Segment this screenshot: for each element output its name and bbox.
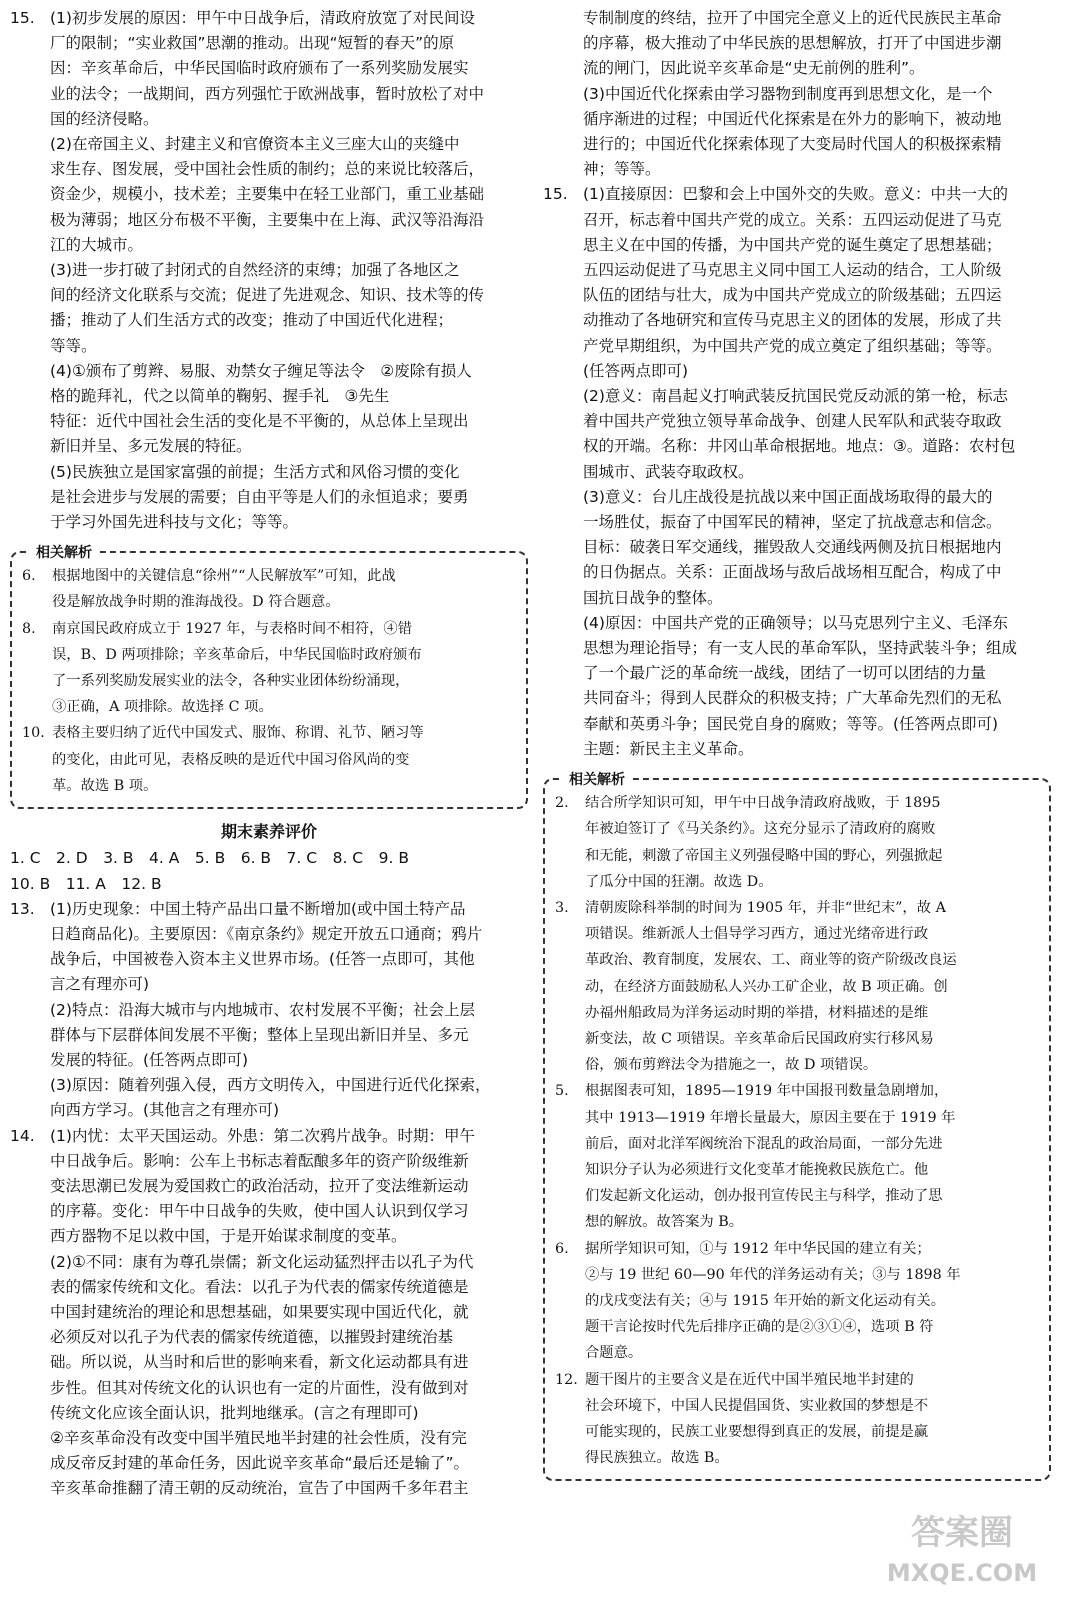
text-line: 业的法令；一战期间，西方列强忙于欧洲战事，暂时放松了对中 (50, 84, 485, 103)
explanation-entry (555, 1367, 1041, 1472)
paragraph (50, 1073, 528, 1123)
text-line: 题干言论按时代先后排序正确的是②③①④，选项 B 符 (585, 1319, 934, 1336)
text-line: 根据地图中的关键信息“徐州”“人民解放军”可知，此战 (52, 568, 396, 585)
paragraph (50, 460, 528, 536)
paragraph (50, 6, 528, 132)
watermark-text: 答案圈 (911, 1513, 1013, 1553)
text-line: 们发起新文化运动，创办报刊宣传民主与科学，推动了思 (585, 1188, 943, 1205)
text-line: 的序幕。变化：甲午中日战争的失败，使中国人认识到仅学习 (50, 1202, 469, 1221)
text-line: 步性。但其对传统文化的认识也有一定的片面性，没有做到对 (50, 1378, 469, 1397)
text-line: 辛亥革命推翻了清王朝的反动统治，宣告了中国两千多年君主 (50, 1479, 469, 1498)
text-line: 结合所学知识可知，甲午中日战争清政府战败，于 1895 (585, 795, 941, 812)
answer-item-14 (10, 1124, 528, 1502)
text-line: 求生存、图发展，受中国社会性质的制约；总的来说比较落后， (50, 160, 485, 179)
text-line: (3)原因：随着列强入侵，西方文明传入，中国进行近代化探索， (50, 1076, 491, 1095)
section-title: 期末素养评价 (220, 822, 317, 842)
box-title: 相关解析 (30, 540, 98, 566)
text-line: 间的经济文化联系与交流；促进了先进观念、知识、技术等的传 (50, 286, 485, 305)
text-line: (1)历史现象：中国土特产品出口量不断增加(或中国土特产品 (50, 899, 466, 918)
text-line: 战争后，中国被卷入资本主义世界市场。(任答一点即可，其他 (50, 950, 475, 969)
paragraph (583, 611, 1069, 762)
entry-number: 8. (22, 620, 36, 637)
explanation-entry (22, 563, 518, 615)
explanation-box (543, 772, 1051, 1481)
text-line: 中国封建统治的理论和思想基础，如果要实现中国近代化，就 (50, 1302, 469, 1321)
text-line: 新旧并呈、多元发展的特征。 (50, 437, 252, 456)
text-line: 动推动了各地研究和宣传马克思主义的团体的发展，形成了共 (583, 311, 1002, 330)
explanation-entry (555, 895, 1041, 1078)
text-line: 围城市、武装夺取政权。 (583, 462, 754, 481)
text-line: 题干图片的主要含义是在近代中国半殖民地半封建的 (585, 1371, 914, 1388)
paragraph (50, 359, 528, 409)
text-line: (1)内忧：太平天国运动。外患：第二次鸦片战争。时期：甲午 (50, 1126, 475, 1145)
text-line: (3)意义：台儿庄战役是抗战以来中国正面战场取得的最大的 (583, 487, 993, 506)
text-line: 主题：新民主主义革命。 (583, 739, 754, 758)
text-line: 合题意。 (585, 1345, 643, 1362)
text-line: 表的儒家传统和文化。看法：以孔子为代表的儒家传统道德是 (50, 1277, 469, 1296)
text-line: 据所学知识可知，①与 1912 年中华民国的建立有关； (585, 1240, 931, 1257)
answer-item-15 (10, 6, 528, 535)
box-title: 相关解析 (563, 767, 631, 793)
text-line: 专制制度的终结，拉开了中国完全意义上的近代民族民主革命 (583, 9, 1002, 27)
explanation-entry (555, 1078, 1041, 1235)
answer-key (10, 846, 528, 896)
text-line: (2)意义：南昌起义打响武装反抗国民党反动派的第一枪，标志 (583, 387, 1008, 406)
text-line: 10. B 11. A 12. B (10, 874, 162, 893)
text-line: 办福州船政局为洋务运动时期的举措，材料描述的是维 (585, 1004, 929, 1021)
text-line: 了一个最广泛的革命统一战线，团结了一切可以团结的力量 (583, 664, 987, 683)
text-line: (3)进一步打破了封闭式的自然经济的束缚；加强了各地区之 (50, 261, 460, 280)
item-number: 14. (10, 1126, 35, 1145)
text-line: 革政治、教育制度，发展农、工、商业等的资产阶级改良运 (585, 952, 957, 969)
text-line: 思主义在中国的传播，为中国共产党的诞生奠定了思想基础； (583, 235, 1002, 254)
answer-continuation (543, 6, 1069, 182)
text-line: 役是解放战争时期的淮海战役。D 符合题意。 (52, 594, 340, 611)
text-line: (4)原因：中国共产党的正确领导；以马克思列宁主义、毛泽东 (583, 613, 1008, 632)
text-line: 根据图表可知，1895—1919 年中国报刊数量急剧增加， (585, 1083, 949, 1100)
entry-number: 10. (22, 725, 45, 742)
paragraph (583, 6, 1069, 82)
text-line: 年被迫签订了《马关条约》。这充分显示了清政府的腐败 (585, 821, 936, 838)
text-line: 群体与下层群体间发展不平衡；整体上呈现出新旧并呈、多元 (50, 1025, 469, 1044)
text-line: (1)初步发展的原因：甲午中日战争后，清政府放宽了对民间设 (50, 9, 475, 27)
text-line: (任答两点即可) (583, 361, 689, 380)
answer-item-15-right (543, 182, 1069, 762)
text-line: 项错误。维新派人士倡导学习西方，通过光绪帝进行政 (585, 926, 929, 943)
text-line: 等等。 (50, 336, 97, 355)
entry-number: 12. (555, 1371, 578, 1388)
text-line: 国的经济侵略。 (50, 109, 159, 128)
paragraph (50, 1426, 528, 1502)
text-line: 播；推动了人们生活方式的改变；推动了中国近代化进程； (50, 311, 454, 330)
text-line: 言之有理亦可) (50, 975, 150, 994)
text-line: 于学习外国先进科技与文化；等等。 (50, 513, 299, 532)
text-line: 得民族独立。故选 B。 (585, 1450, 729, 1467)
paragraph (583, 384, 1069, 485)
text-line: 成反帝反封建的革命任务，因此说辛亥革命“最后还是输了”。 (50, 1454, 470, 1473)
text-line: 权的开端。名称：井冈山革命根据地。地点：③。道路：农村包 (583, 437, 1016, 456)
paragraph (50, 1124, 528, 1250)
text-line: 神；等等。 (583, 160, 661, 179)
text-line: 础。所以说，从当时和后世的影响来看，新文化运动都具有进 (50, 1353, 469, 1372)
text-line: 变法思潮已发展为爱国救亡的政治活动，拉开了变法维新运动 (50, 1176, 469, 1195)
text-line: 资金少，规模小，技术差；主要集中在轻工业部门，重工业基础 (50, 185, 485, 204)
text-line: (4)①颁布了剪辫、易服、劝禁女子缠足等法令 ②废除有损人 (50, 361, 472, 380)
text-line: 一场胜仗，振奋了中国军民的精神，坚定了抗战意志和信念。 (583, 513, 1002, 532)
text-line: 可能实现的，民族工业要想得到真正的发展，前提是赢 (585, 1423, 929, 1440)
text-line: 因：辛亥革命后，中华民国临时政府颁布了一系列奖励发展实 (50, 59, 469, 78)
entry-number: 5. (555, 1083, 569, 1100)
text-line: 中日战争后。影响：公车上书标志着酝酿多年的资产阶级维新 (50, 1151, 469, 1170)
text-line: 目标：破袭日军交通线，摧毁敌人交通线两侧及抗日根据地内 (583, 538, 1002, 557)
text-line: 产党早期组织，为中国共产党的成立奠定了组织基础；等等。 (583, 336, 1002, 355)
text-line: 向西方学习。(其他言之有理亦可) (50, 1101, 280, 1120)
text-line: 必须反对以孔子为代表的儒家传统道德，以摧毁封建统治基 (50, 1328, 454, 1347)
text-line: ②与 19 世纪 60—90 年代的洋务运动有关；③与 1898 年 (585, 1266, 961, 1283)
text-line: 传统文化应该全面认识，批判地继承。(言之有理即可) (50, 1403, 419, 1422)
item-number: 13. (10, 899, 35, 918)
explanation-entry (22, 616, 518, 721)
text-line: 五四运动促进了马克思主义同中国工人运动的结合，工人阶级 (583, 261, 1002, 280)
text-line: 前后，面对北洋军阀统治下混乱的政治局面，一部分先进 (585, 1135, 943, 1152)
entry-number: 6. (555, 1240, 569, 1257)
text-line: 的变化，由此可见，表格反映的是近代中国习俗风尚的变 (52, 751, 410, 768)
text-line: 知识分子认为必须进行文化变革才能挽救民族危亡。他 (585, 1161, 929, 1178)
text-line: 国抗日战争的整体。 (583, 588, 723, 607)
text-line: ③正确，A 项排除。故选择 C 项。 (52, 699, 273, 716)
text-line: 社会环境下，中国人民提倡国货、实业救国的梦想是不 (585, 1397, 929, 1414)
paragraph (50, 132, 528, 258)
paragraph (50, 897, 528, 998)
left-column (10, 6, 528, 1502)
watermark-logo (867, 1513, 1057, 1593)
explanation-box (10, 545, 528, 809)
text-line: 是社会进步与发展的需要；自由平等是人们的永恒追求；要勇 (50, 487, 469, 506)
entry-number: 2. (555, 795, 569, 812)
text-line: 循序渐进的过程；中国近代化探索是在外力的影响下，被动地 (583, 109, 1002, 128)
text-line: 清朝废除科举制的时间为 1905 年，并非“世纪末”，故 A (585, 899, 946, 916)
paragraph (583, 485, 1069, 611)
text-line: 革。故选 B 项。 (52, 777, 158, 794)
explanation-entry (22, 720, 518, 799)
paragraph (50, 258, 528, 359)
text-line: (3)中国近代化探索由学习器物到制度再到思想文化，是一个 (583, 84, 993, 103)
text-line: 表格主要归纳了近代中国发式、服饰、称谓、礼节、陋习等 (52, 725, 424, 742)
text-line: 俗，颁布剪辫法令为措施之一，故 D 项错误。 (585, 1057, 878, 1074)
text-line: 进行的；中国近代化探索体现了大变局时代国人的积极探索精 (583, 135, 1002, 154)
text-line: 的序幕，极大推动了中华民族的思想解放，打开了中国进步潮 (583, 34, 1002, 53)
text-line: (5)民族独立是国家富强的前提；生活方式和风俗习惯的变化 (50, 462, 460, 481)
watermark-url: MXQE.COM (886, 1559, 1038, 1587)
text-line: 南京国民政府成立于 1927 年，与表格时间不相符，④错 (52, 620, 413, 637)
text-line: (2)特点：沿海大城市与内地城市、农村发展不平衡；社会上层 (50, 1000, 475, 1019)
text-line: 江的大城市。 (50, 235, 144, 254)
paragraph (50, 1250, 528, 1426)
text-line: 的戊戌变法有关；④与 1915 年开始的新文化运动有关。 (585, 1292, 946, 1309)
text-line: 的日伪据点。关系：正面战场与敌后战场相互配合，构成了中 (583, 563, 1002, 582)
text-line: (2)在帝国主义、封建主义和官僚资本主义三座大山的夹缝中 (50, 135, 460, 154)
text-line: 共同奋斗；得到人民群众的积极支持；广大革命先烈们的无私 (583, 689, 1002, 708)
paragraph (583, 182, 1069, 384)
text-line: 特征：近代中国社会生活的变化是不平衡的，从总体上呈现出 (50, 412, 469, 431)
text-line: ②辛亥革命没有改变中国半殖民地半封建的社会性质，没有完 (50, 1428, 467, 1447)
text-line: 思想为理论指导；有一支人民的革命军队，坚持武装斗争；组成 (583, 639, 1018, 658)
text-line: (2)①不同：康有为尊孔崇儒；新文化运动猛烈抨击以孔子为代 (50, 1252, 474, 1271)
text-line: 流的闸门，因此说辛亥革命是“史无前例的胜利”。 (583, 59, 925, 78)
answer-item-13 (10, 897, 528, 1124)
text-line: 1. C 2. D 3. B 4. A 5. B 6. B 7. C 8. C 9. B (10, 849, 409, 868)
item-number: 15. (543, 185, 568, 204)
text-line: 西方器物不足以救中国，于是开始谋求制度的变革。 (50, 1227, 407, 1246)
right-column (543, 6, 1069, 1489)
text-line: 日趋商品化)。主要原因：《南京条约》规定开放五口通商；鸦片 (50, 924, 483, 943)
text-line: 格的跪拜礼，代之以简单的鞠躬、握手礼 ③先生 (50, 387, 390, 406)
text-line: 想的解放。故答案为 B。 (585, 1214, 744, 1231)
paragraph (10, 409, 528, 459)
text-line: 厂的限制；“实业救国”思潮的推动。出现“短暂的春天”的原 (50, 34, 455, 53)
text-line: 发展的特征。(任答两点即可) (50, 1050, 249, 1069)
text-line: 新变法，故 C 项错误。辛亥革命后民国政府实行移风易 (585, 1030, 934, 1047)
text-line: 队伍的团结与壮大，成为中国共产党成立的阶级基础；五四运 (583, 286, 1002, 305)
explanation-entry (555, 790, 1041, 895)
text-line: 和无能，刺激了帝国主义列强侵略中国的野心，列强掀起 (585, 847, 943, 864)
entry-number: 6. (22, 568, 36, 585)
text-line: 误，B、D 两项排除；辛亥革命后，中华民国临时政府颁布 (52, 646, 422, 663)
paragraph (50, 998, 528, 1074)
text-line: 其中 1913—1919 年增长量最大，原因主要在于 1919 年 (585, 1109, 956, 1126)
text-line: 了瓜分中国的狂潮。故选 D。 (585, 873, 773, 890)
entry-number: 3. (555, 899, 569, 916)
explanation-entry (555, 1236, 1041, 1367)
item-number: 15. (10, 9, 35, 27)
text-line: 了一系列奖励发展实业的法令，各种实业团体纷纷涌现， (52, 673, 410, 690)
text-line: 着中国共产党独立领导革命战争、创建人民军队和武装夺取政 (583, 412, 1002, 431)
text-line: 动，在经济方面鼓励私人兴办工矿企业，故 B 项正确。创 (585, 978, 948, 995)
text-line: 极为薄弱；地区分布极不平衡，主要集中在上海、武汉等沿海沿 (50, 210, 485, 229)
text-line: 奉献和英勇斗争；国民党自身的腐败；等等。(任答两点即可) (583, 714, 999, 733)
paragraph (583, 82, 1069, 183)
text-line: 召开，标志着中国共产党的成立。关系：五四运动促进了马克 (583, 210, 1002, 229)
text-line: (1)直接原因：巴黎和会上中国外交的失败。意义：中共一大的 (583, 185, 1008, 204)
